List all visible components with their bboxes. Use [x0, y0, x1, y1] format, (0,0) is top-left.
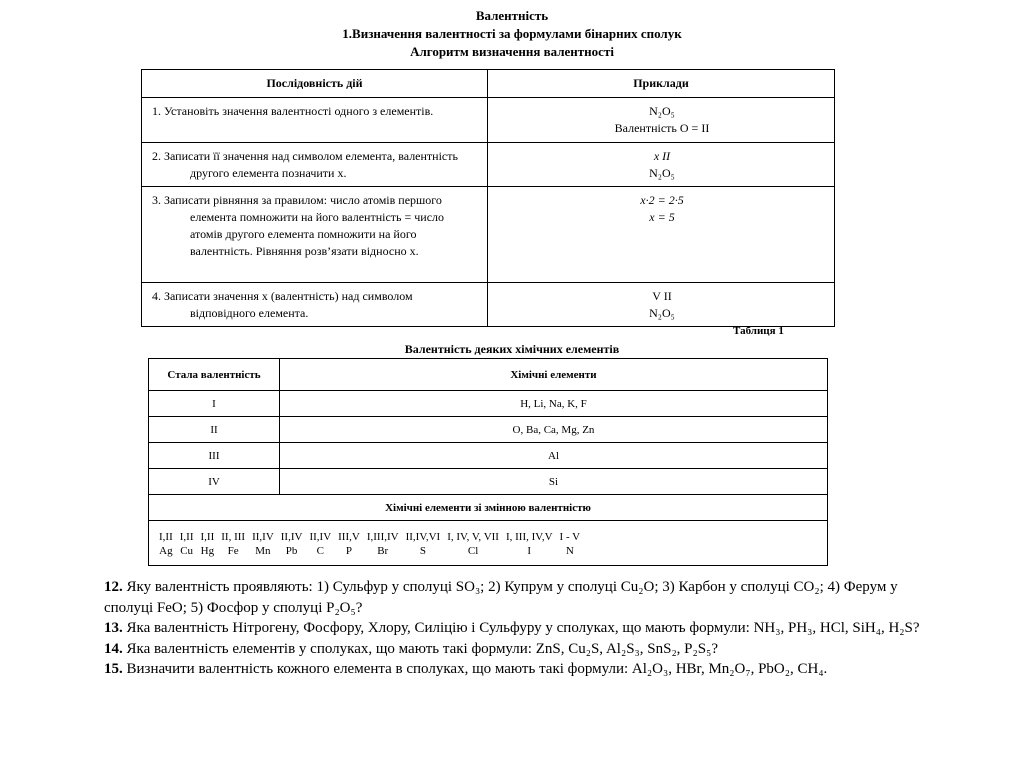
table-row	[149, 469, 828, 495]
valence-value: I, IV, V, VII	[447, 531, 499, 543]
table-row	[149, 443, 828, 469]
step-text: 2. Записати її значення над символом елемента, валентність другого елемента позначити x.	[152, 149, 458, 180]
task-number: 13.	[104, 620, 123, 636]
element-symbol: Pb	[285, 545, 298, 557]
table-row	[149, 391, 828, 417]
task-item	[104, 618, 924, 639]
task-text: Яка валентність Нітрогену, Фосфору, Хлору, Силіцію і Сульфуру у сполуках, що мають формули: NH₃, PH₃, HCl, SiH₄, H₂S?	[126, 620, 920, 636]
variable-valence-item	[180, 530, 194, 558]
example-line: x·2 = 2·5	[640, 193, 684, 207]
element-symbol: Fe	[227, 545, 239, 557]
variable-valence-item	[201, 530, 215, 558]
variable-valence-item	[159, 530, 173, 558]
valence-value: II, III	[221, 531, 246, 543]
table-label: Таблиця 1	[733, 325, 784, 337]
task-text: Яка валентність елементів у сполуках, що мають такі формули: ZnS, Cu₂S, Al₂S₃, SnS₂, P₂S₅?	[126, 640, 718, 657]
task-item	[104, 577, 924, 618]
tasks-list	[104, 577, 924, 680]
elements-cell: Si	[280, 469, 828, 495]
valence-cell: III	[149, 443, 280, 469]
step-text: 1. Установіть значення валентності одного з елементів.	[152, 104, 434, 118]
valence-value: I,II	[159, 531, 173, 543]
column-header-constant-valence: Стала валентність	[149, 359, 280, 391]
variable-valence-item	[447, 530, 499, 558]
column-header-steps: Послідовність дій	[142, 70, 488, 98]
element-symbol: P	[345, 545, 353, 557]
step-cell	[142, 283, 488, 327]
step-cell	[142, 98, 488, 143]
valence-table-header	[149, 359, 828, 391]
task-item	[104, 639, 924, 660]
valence-cell: I	[149, 391, 280, 417]
page-subtitle: 1.Визначення валентності за формулами бінарних сполук	[342, 26, 682, 41]
valence-value: II,IV	[309, 531, 332, 543]
step-cell	[142, 187, 488, 283]
column-header-examples: Приклади	[488, 70, 835, 98]
example-line: N₂O₅	[649, 166, 675, 180]
variable-valence-item	[281, 530, 303, 558]
variable-valence-item	[309, 530, 331, 558]
valence-table-title: Валентність деяких хімічних елементів	[404, 342, 620, 356]
element-symbol: I	[527, 545, 532, 557]
example-line: x = 5	[649, 210, 675, 224]
variable-valence-item	[221, 530, 245, 558]
algorithm-table-header	[142, 70, 835, 98]
valence-value: II,IV	[280, 531, 303, 543]
element-symbol: Cu	[180, 545, 194, 557]
step-text: 4. Записати значення x (валентність) над символом відповідного елемента.	[152, 289, 413, 320]
valence-value: I - V	[559, 531, 581, 543]
table-row	[149, 521, 828, 566]
element-symbol: C	[316, 545, 324, 557]
example-cell	[488, 98, 835, 143]
algorithm-table	[141, 69, 835, 327]
element-symbol: Br	[377, 545, 389, 557]
variable-valence-item	[338, 530, 360, 558]
variable-valence-item	[367, 530, 399, 558]
valence-cell: II	[149, 417, 280, 443]
variable-valence-item	[252, 530, 274, 558]
example-cell	[488, 143, 835, 187]
variable-valence-header: Хімічні елементи зі змінною валентністю	[149, 495, 828, 521]
element-symbol: N	[565, 545, 574, 557]
valence-value: I,III,IV	[366, 531, 399, 543]
example-line: N₂O₅	[649, 104, 675, 118]
algorithm-title: Алгоритм визначення валентності	[410, 44, 614, 59]
valence-value: II,IV	[252, 531, 274, 543]
element-symbol: Mn	[255, 545, 271, 557]
page-title: Валентність	[475, 8, 549, 23]
valence-value: I,II	[200, 531, 215, 543]
table-row	[149, 417, 828, 443]
elements-cell: H, Li, Na, K, F	[280, 391, 828, 417]
task-text: Яку валентність проявляють: 1) Сульфур у сполуці SO₃; 2) Купрум у сполуці Cu₂O; 3) Карбон у сполуці CO₂; 4) Ферум у сполуці FeO; 5) Фосфор у сполуці P₂O₅?	[104, 579, 898, 616]
table-row	[142, 143, 835, 187]
table-row	[142, 187, 835, 283]
valence-value: I, III, IV,V	[505, 531, 553, 543]
valence-value: I,II	[179, 531, 194, 543]
variable-valence-cell	[149, 521, 828, 566]
element-symbol: Cl	[467, 545, 479, 557]
example-cell	[488, 187, 835, 283]
elements-cell: O, Ba, Ca, Mg, Zn	[280, 417, 828, 443]
column-header-elements: Хімічні елементи	[280, 359, 828, 391]
valence-value: III,V	[338, 531, 360, 543]
example-line: x II	[653, 149, 671, 163]
variable-valence-item	[560, 530, 581, 558]
element-symbol: Hg	[200, 545, 215, 557]
example-cell	[488, 283, 835, 327]
task-item	[104, 659, 924, 680]
element-symbol: S	[419, 545, 426, 557]
task-number: 12.	[104, 579, 123, 595]
example-line: V II	[652, 289, 672, 303]
step-cell	[142, 143, 488, 187]
variable-valence-item	[506, 530, 553, 558]
task-number: 14.	[104, 640, 123, 657]
example-line: N₂O₅	[649, 306, 675, 320]
task-text: Визначити валентність кожного елемента в сполуках, що мають такі формули: Al₂O₃, HBr, Mn₂O₇, PbO₂, CH₄.	[126, 661, 828, 677]
valence-cell: IV	[149, 469, 280, 495]
element-symbol: Ag	[159, 545, 173, 557]
table-row	[142, 98, 835, 143]
elements-cell: Al	[280, 443, 828, 469]
variable-valence-item	[406, 530, 441, 558]
step-text: 3. Записати рівняння за правилом: число атомів першого елемента помножити на його валентність = число атомів другого елемента помножити на його валентність. Рівняння розв’язати відносно x.	[152, 193, 445, 258]
valence-value: II,IV,VI	[405, 531, 441, 543]
table-row	[142, 283, 835, 327]
example-line: Валентність O = II	[614, 121, 710, 135]
table-row	[149, 495, 828, 521]
task-number: 15.	[104, 661, 123, 677]
valence-table	[148, 358, 828, 566]
